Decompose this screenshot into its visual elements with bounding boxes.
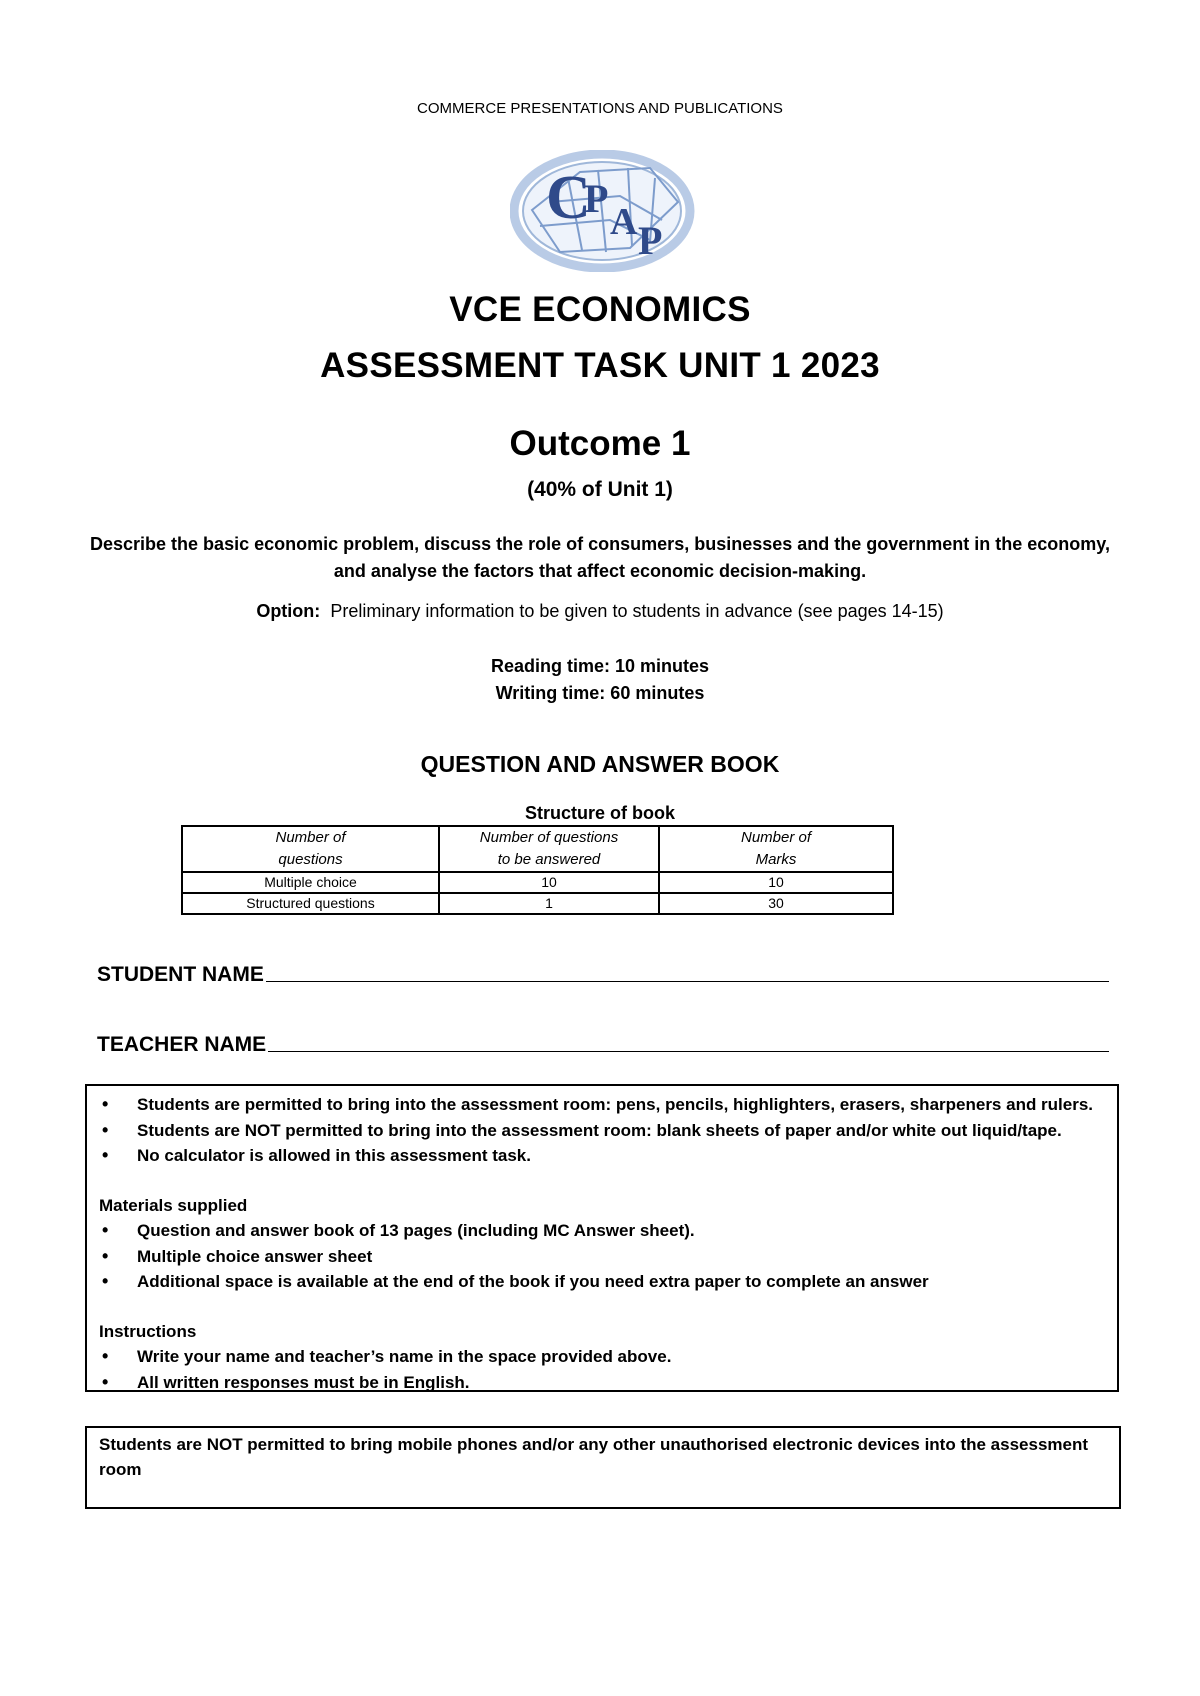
table-header-row (182, 826, 893, 872)
spacer (99, 1169, 1105, 1193)
option-text: Preliminary information to be given to students in advance (see pages 14-15) (330, 601, 944, 621)
column-header (439, 826, 659, 872)
column-header-line: to be answered (497, 851, 601, 868)
column-header (182, 826, 439, 872)
writing-time: Writing time: 60 minutes (495, 683, 705, 703)
instructions-list (99, 1344, 1105, 1395)
outcome-description: Describe the basic economic problem, discuss the role of consumers, businesses and the government in the economy, and analyse the factors that affect economic decision-making. (90, 534, 1110, 581)
book-heading: QUESTION AND ANSWER BOOK (420, 751, 780, 777)
structure-table (181, 825, 894, 915)
table-row (182, 893, 893, 914)
column-header-line: questions (278, 851, 343, 868)
table-row (182, 872, 893, 893)
table-cell: 10 (439, 872, 659, 893)
spacer (99, 1295, 1105, 1319)
list-item: • Additional space is available at the end of the book if you need extra paper to complete an answer (99, 1269, 1105, 1295)
table-cell: 1 (439, 893, 659, 914)
device-warning-box: Students are NOT permitted to bring mobile phones and/or any other unauthorised electronic devices into the assessment room (85, 1426, 1121, 1509)
svg-text:A: A (610, 201, 638, 243)
list-item: • Multiple choice answer sheet (99, 1244, 1105, 1270)
list-item: • Students are NOT permitted to bring into the assessment room: blank sheets of paper and/or white out liquid/tape. (99, 1118, 1105, 1144)
list-item: • All written responses must be in English. (99, 1370, 1105, 1396)
list-item: • No calculator is allowed in this assessment task. (99, 1143, 1105, 1169)
teacher-name-underline[interactable] (268, 1051, 1109, 1052)
cpap-logo (510, 150, 695, 272)
option-label: Option: (256, 601, 321, 621)
column-header-line: Number of (275, 829, 346, 846)
student-name-label: STUDENT NAME (97, 963, 264, 986)
permissions-list (99, 1092, 1105, 1169)
list-item: • Students are permitted to bring into the assessment room: pens, pencils, highlighters, erasers, sharpeners and rulers. (99, 1092, 1105, 1118)
publisher-heading: COMMERCE PRESENTATIONS AND PUBLICATIONS (417, 100, 783, 117)
rules-box (85, 1084, 1119, 1392)
svg-text:P: P (638, 218, 663, 263)
list-item: • Question and answer book of 13 pages (including MC Answer sheet). (99, 1218, 1105, 1244)
materials-heading: Materials supplied (99, 1195, 248, 1215)
svg-text:C: C (546, 164, 591, 232)
table-cell: Structured questions (182, 893, 439, 914)
assessment-title: ASSESSMENT TASK UNIT 1 2023 (320, 346, 880, 385)
column-header-line: Number of questions (479, 829, 619, 846)
student-name-field[interactable] (97, 963, 1109, 987)
student-name-underline[interactable] (266, 981, 1109, 982)
list-item: • Write your name and teacher’s name in the space provided above. (99, 1344, 1105, 1370)
svg-text:P: P (584, 176, 609, 221)
course-title: VCE ECONOMICS (449, 290, 751, 329)
materials-list (99, 1218, 1105, 1295)
column-header-line: Number of (740, 829, 812, 846)
table-cell: Multiple choice (182, 872, 439, 893)
column-header-line: Marks (755, 851, 797, 868)
outcome-heading: Outcome 1 (509, 424, 691, 463)
teacher-name-label: TEACHER NAME (97, 1033, 267, 1056)
instructions-heading: Instructions (99, 1321, 197, 1341)
table-cell: 10 (659, 872, 893, 893)
teacher-name-field[interactable] (97, 1033, 1109, 1057)
reading-time: Reading time: 10 minutes (490, 656, 710, 676)
option-line (0, 601, 1200, 622)
table-cell: 30 (659, 893, 893, 914)
outcome-weight: (40% of Unit 1) (527, 478, 673, 501)
column-header (659, 826, 893, 872)
structure-caption: Structure of book (524, 803, 675, 823)
